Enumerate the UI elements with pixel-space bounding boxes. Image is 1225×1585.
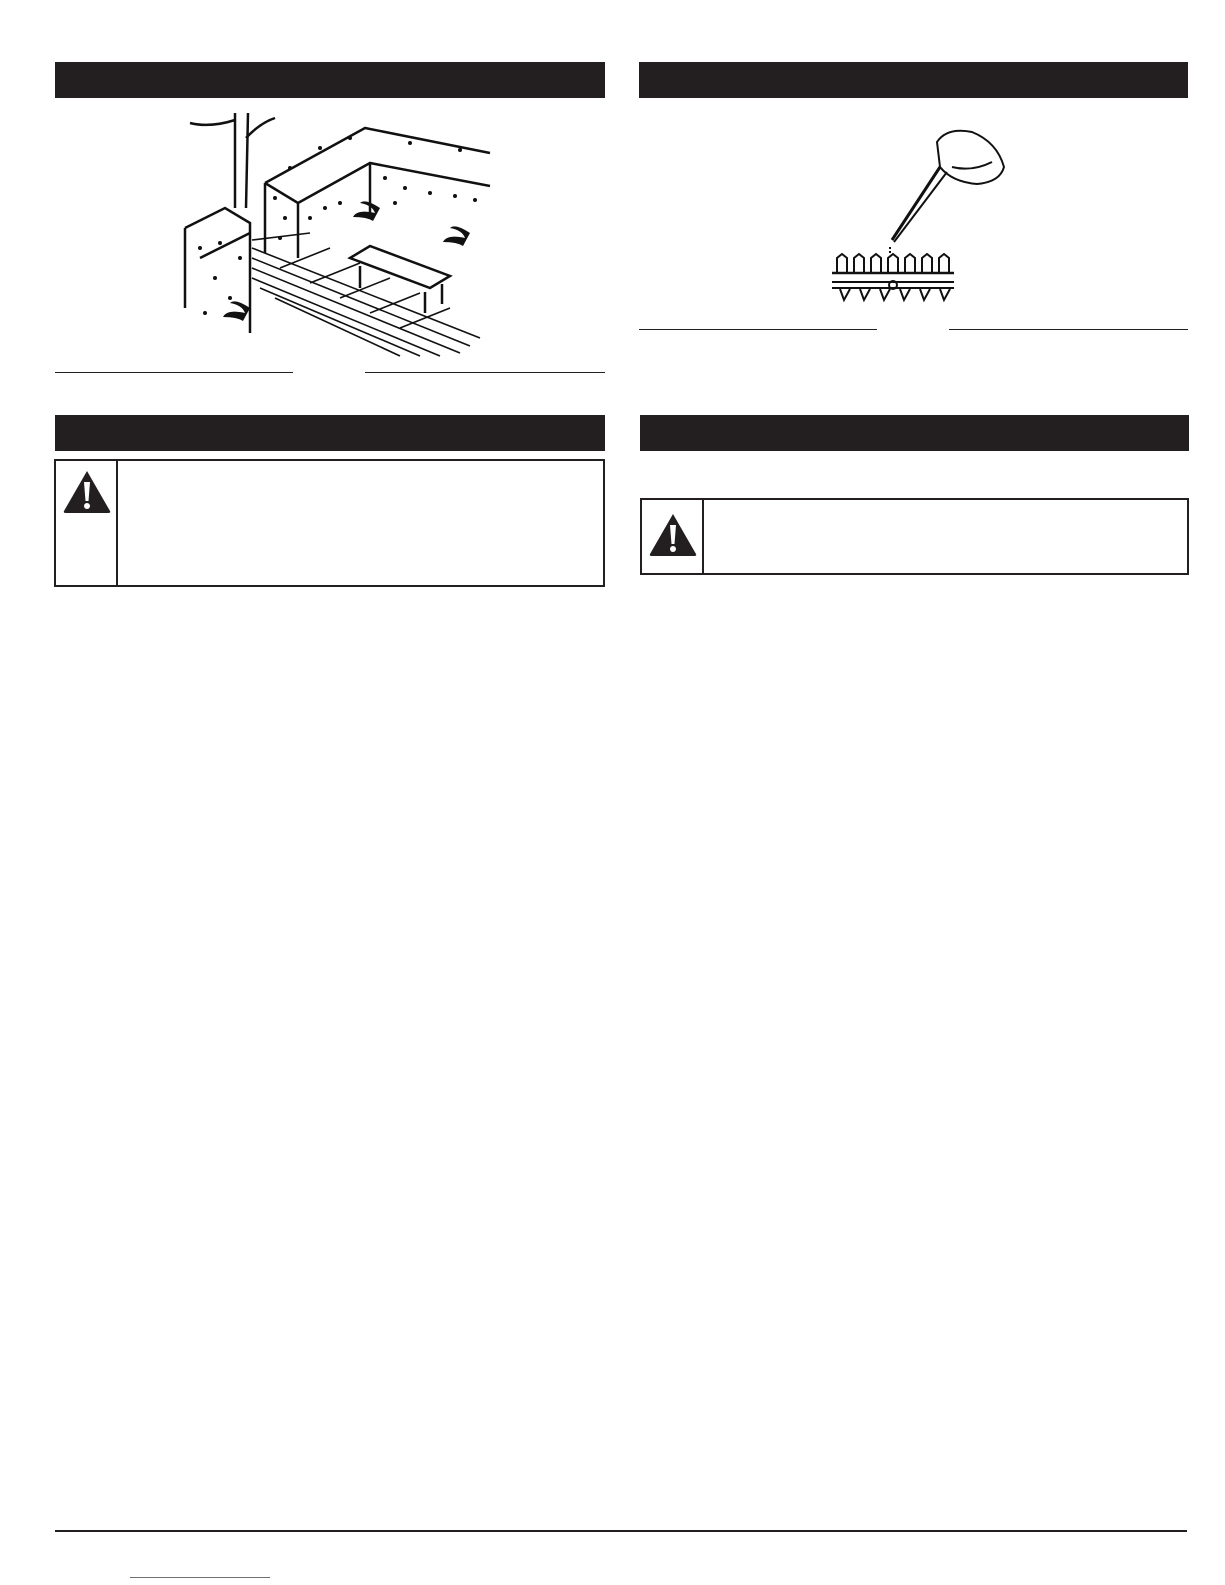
- section-header-top-left: [55, 62, 605, 98]
- figure-caption-rule-right-a: [639, 329, 877, 330]
- warning-box-left: [54, 459, 605, 587]
- section-header-top-right: [639, 62, 1188, 98]
- footer-link-underline: [130, 1577, 270, 1578]
- warning-box-right: [640, 498, 1189, 575]
- warning-triangle-icon: [62, 469, 112, 515]
- figure-caption-rule-right-b: [949, 329, 1188, 330]
- warning-triangle-icon: [648, 512, 698, 558]
- section-header-mid-right: [640, 415, 1189, 451]
- figure-caption-rule-left-b: [365, 372, 605, 373]
- hedge-garden-illustration: [180, 108, 500, 358]
- section-header-top-left-text: [55, 71, 67, 88]
- section-header-top-right-text: [639, 71, 651, 88]
- section-header-mid-left-text: [55, 424, 67, 441]
- figure-caption-rule-left-a: [55, 372, 293, 373]
- warning-icon-cell: [56, 461, 118, 585]
- section-header-mid-left: [55, 415, 605, 451]
- warning-icon-cell: [642, 500, 704, 573]
- oil-can-blade-illustration: [832, 122, 1022, 312]
- footer-rule: [55, 1530, 1187, 1532]
- section-header-mid-right-text: [640, 424, 652, 441]
